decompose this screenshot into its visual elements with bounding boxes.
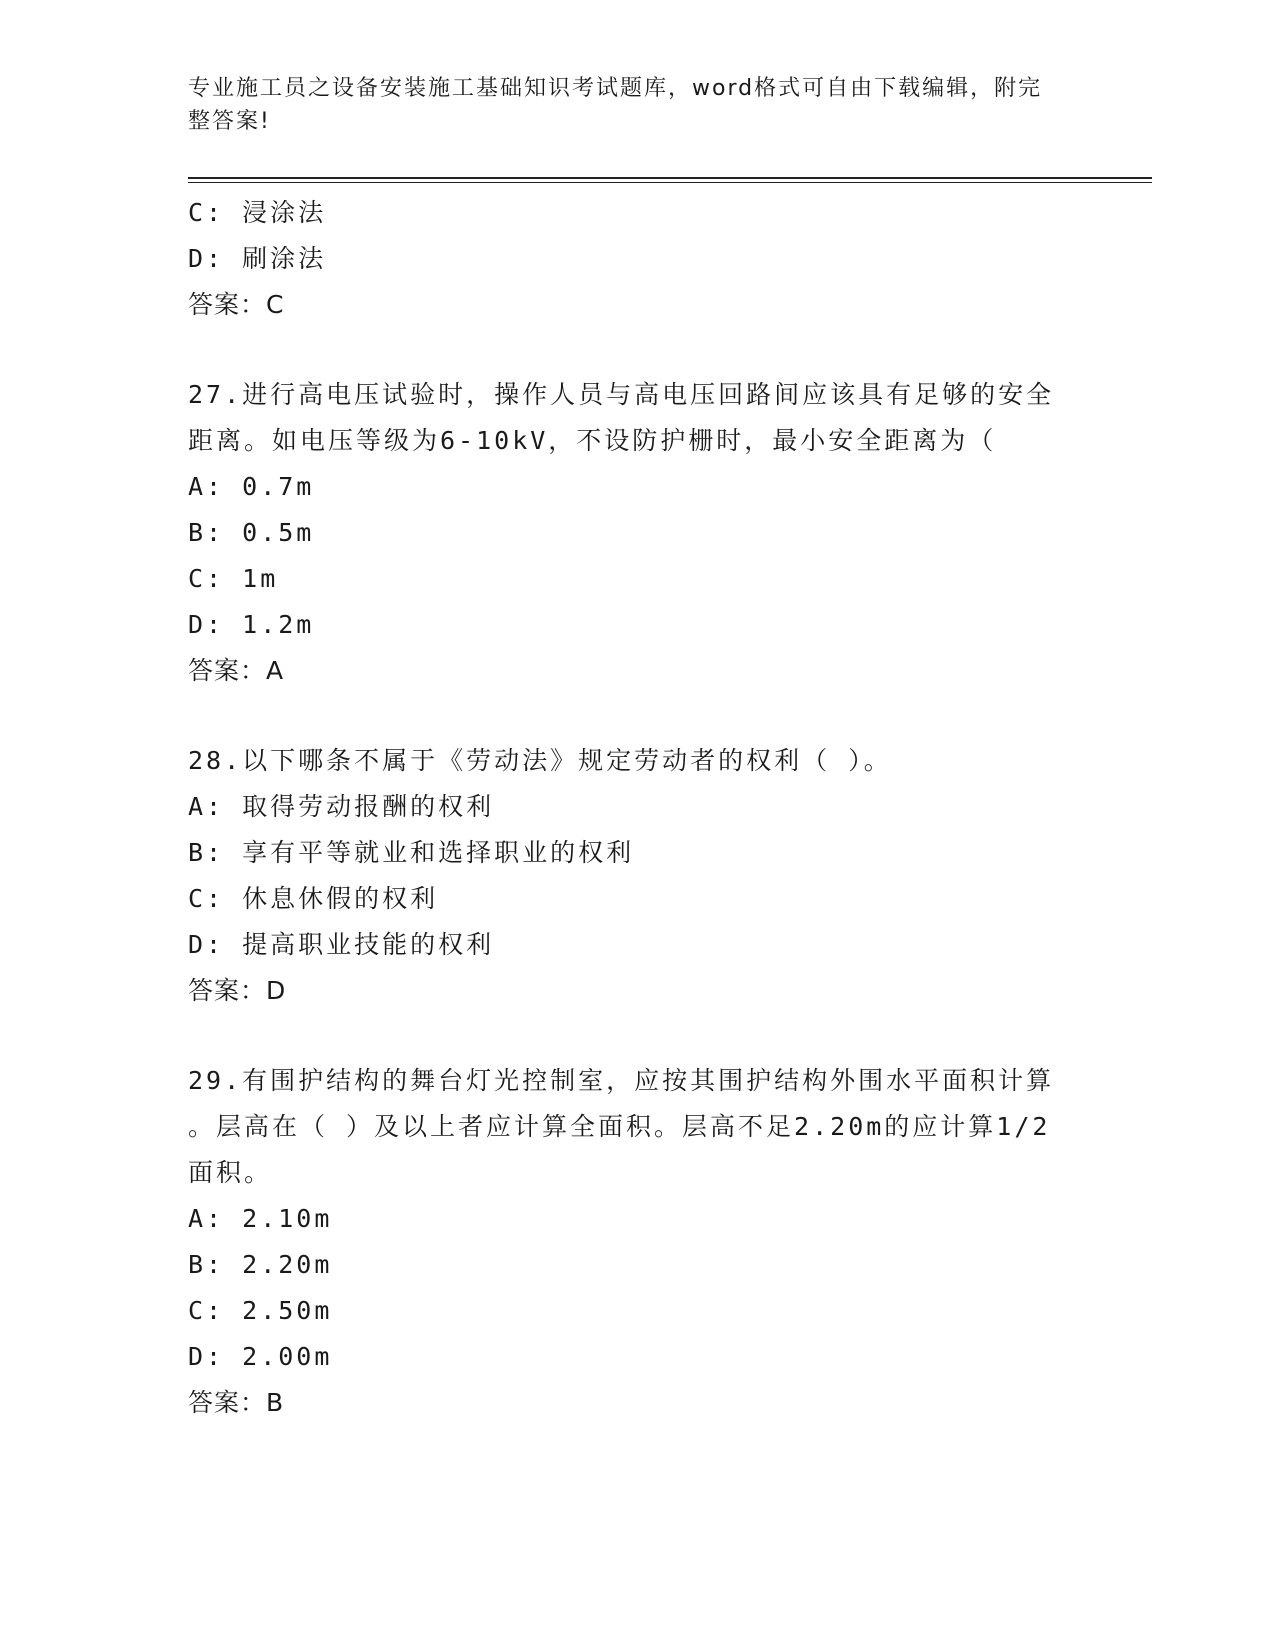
option-d: D: 1.2m xyxy=(188,610,315,639)
question-text-line-1: 27.进行高电压试验时，操作人员与高电压回路间应该具有足够的安全 xyxy=(188,380,1055,409)
question-26-tail xyxy=(188,190,1088,328)
question-text-line-2: 。层高在（ ）及以上者应计算全面积。层高不足2.20m的应计算1/2 xyxy=(188,1112,1051,1141)
question-text-line-2: 距离。如电压等级为6-10kV，不设防护栅时，最小安全距离为（ xyxy=(188,426,997,455)
question-28 xyxy=(188,738,1088,1014)
question-text-line-1: 29.有围护结构的舞台灯光控制室，应按其围护结构外围水平面积计算 xyxy=(188,1066,1055,1095)
answer: 答案：C xyxy=(188,290,285,319)
question-text-line-1: 28.以下哪条不属于《劳动法》规定劳动者的权利（ ）。 xyxy=(188,746,892,775)
question-29 xyxy=(188,1058,1088,1426)
header-line-1: 专业施工员之设备安装施工基础知识考试题库，word格式可自由下载编辑，附完 xyxy=(188,76,1043,101)
option-b: B: 享有平等就业和选择职业的权利 xyxy=(188,838,635,867)
question-27 xyxy=(188,372,1088,694)
spacer xyxy=(188,328,1088,372)
option-c: C: 1m xyxy=(188,564,279,593)
option-a: A: 取得劳动报酬的权利 xyxy=(188,792,495,821)
option-a: A: 2.10m xyxy=(188,1204,333,1233)
option-b: B: 2.20m xyxy=(188,1250,333,1279)
option-c: C: 2.50m xyxy=(188,1296,333,1325)
spacer xyxy=(188,1014,1088,1058)
option-d: D: 提高职业技能的权利 xyxy=(188,930,495,959)
option-c: C: 休息休假的权利 xyxy=(188,884,439,913)
question-text-line-3: 面积。 xyxy=(188,1158,273,1187)
option-d: D: 2.00m xyxy=(188,1342,333,1371)
header-line-2: 整答案! xyxy=(188,109,271,134)
option-c: C: 浸涂法 xyxy=(188,198,327,227)
document-header xyxy=(188,72,1088,138)
answer: 答案：B xyxy=(188,1388,285,1417)
spacer xyxy=(188,694,1088,738)
answer: 答案：A xyxy=(188,656,285,685)
answer: 答案：D xyxy=(188,976,287,1005)
document-body xyxy=(188,190,1088,1426)
option-b: B: 0.5m xyxy=(188,518,315,547)
option-d: D: 刷涂法 xyxy=(188,244,327,273)
option-a: A: 0.7m xyxy=(188,472,315,501)
header-divider-thin xyxy=(188,182,1152,183)
header-divider-thick xyxy=(188,177,1152,179)
